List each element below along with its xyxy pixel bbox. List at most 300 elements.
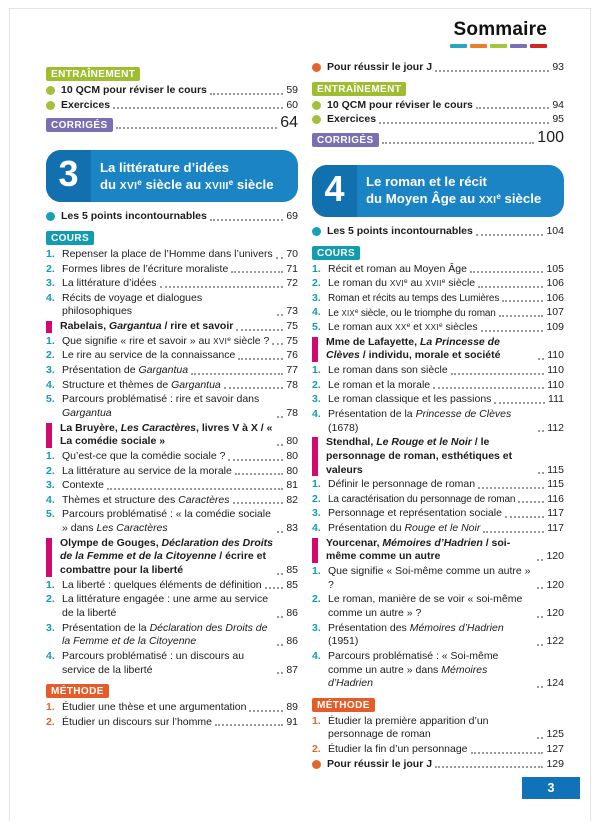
toc-entry [312, 622, 564, 649]
entry-label [62, 349, 235, 363]
entry-number: 1. [46, 701, 55, 714]
text-part: e [441, 277, 446, 285]
toc-entry [312, 263, 564, 277]
text-part: Caractères [178, 493, 230, 506]
page-number: 105 [546, 262, 564, 275]
page-number: 60 [286, 98, 298, 111]
page-number: 120 [546, 606, 564, 619]
page-number: 86 [286, 635, 298, 648]
page-number: 85 [286, 578, 298, 591]
bullet-dot-icon [46, 86, 55, 95]
toc-entry [46, 579, 298, 593]
text-part: XVIII [204, 180, 229, 192]
toc-columns [46, 60, 564, 772]
toc-entry [46, 210, 298, 224]
toc-entry [46, 393, 298, 420]
text-part: Présentation de la [62, 621, 150, 634]
dot-leader [481, 330, 544, 332]
page-number: 100 [537, 128, 564, 146]
toc-entry [46, 379, 298, 393]
entry-number: 2. [312, 277, 321, 290]
dot-leader [116, 127, 278, 129]
entry-number: 1. [312, 478, 321, 491]
page-number: 129 [546, 757, 564, 770]
entry-number: 4. [312, 407, 321, 420]
page-number: 64 [280, 114, 298, 132]
dot-leader [277, 644, 283, 646]
text-part: Le roman aux [328, 321, 396, 334]
entry-number: 3. [312, 621, 321, 634]
page-number-box [522, 777, 580, 799]
entry-body [61, 84, 298, 98]
page-number: 77 [286, 364, 298, 377]
entry-label [62, 277, 157, 291]
text-part: Parcours problématisé : un discours au service de la liberté [62, 649, 245, 676]
entry-label [62, 248, 273, 262]
dot-leader [471, 752, 544, 754]
entry-body [62, 479, 298, 493]
entry-body [326, 436, 564, 477]
entry-body [328, 715, 564, 742]
text-part: Parcours problématisé : « la comédie sociale » dans [62, 508, 271, 535]
entry-label [62, 393, 274, 420]
toc-entry [312, 493, 564, 507]
entry-body [62, 650, 298, 677]
text-part: / écrire et combattre pour la liberté [60, 550, 267, 577]
toc-entry [312, 507, 564, 521]
entry-label [62, 450, 225, 464]
badge-line-corriges [46, 114, 298, 132]
page-number: 115 [547, 478, 564, 491]
toc-entry [312, 743, 564, 757]
dot-leader [478, 286, 543, 288]
dot-leader [379, 122, 549, 124]
section-label [60, 320, 233, 334]
text-part: 10 QCM pour réviser le cours [61, 84, 207, 96]
dot-leader [537, 587, 543, 589]
page-number: 104 [546, 224, 564, 237]
page-number: 107 [546, 306, 564, 319]
entry-body [62, 263, 298, 277]
text-part: Le roman classique et les passions [328, 393, 492, 406]
page-number: 3 [547, 781, 555, 795]
toc-section-heading [312, 336, 564, 363]
text-part: Yourcenar, [326, 536, 383, 549]
bullet-dot-icon [46, 212, 55, 221]
entry-number: 1. [312, 364, 321, 377]
toc-entry [312, 364, 564, 378]
text-part: Formes libres de l’écriture moraliste [62, 262, 229, 275]
entry-label [328, 622, 534, 649]
text-part: 10 QCM pour réviser le cours [327, 98, 473, 111]
page-number: 110 [547, 378, 564, 391]
entry-body [61, 210, 298, 224]
entry-body [60, 422, 298, 449]
badge-row-cours [312, 243, 564, 261]
text-part: Étudier la fin d’un personnage [328, 743, 468, 756]
toc-entry [312, 408, 564, 435]
dot-leader [231, 271, 283, 273]
text-part: Déclaration des Droits de la Femme et de la Citoyenne [62, 621, 268, 648]
text-part: Le roman dans son siècle [328, 364, 448, 377]
badge-corriges: CORRIGÉS [312, 133, 379, 147]
dot-leader [277, 416, 283, 418]
entry-number: 2. [46, 349, 55, 362]
badge-entrainement: ENTRAÎNEMENT [46, 67, 140, 81]
text-part: Gargantua [109, 320, 162, 333]
text-part: au [407, 277, 426, 290]
entry-label [328, 650, 534, 691]
chapter-header-3 [46, 150, 298, 202]
dot-leader [224, 387, 284, 389]
dot-leader [277, 314, 283, 316]
toc-entry [46, 349, 298, 363]
text-part: Mme de Lafayette, [326, 335, 420, 348]
toc-entry [46, 335, 298, 349]
page-number: 78 [286, 406, 298, 419]
text-part: Étudier la première apparition d’un personnage de roman [328, 714, 489, 741]
dot-leader [382, 142, 535, 144]
entry-label [62, 716, 212, 730]
dot-leader [537, 644, 543, 646]
text-part: XVI [389, 279, 404, 289]
text-part: La littérature d’idées [100, 159, 229, 175]
entry-body [62, 335, 298, 349]
page-number: 109 [546, 321, 564, 334]
text-part: Présentation de [62, 364, 139, 377]
entry-body [62, 593, 298, 620]
page-number: 94 [552, 98, 564, 111]
entry-label [328, 307, 496, 320]
entry-body [62, 349, 298, 363]
page-title: Sommaire [453, 19, 547, 40]
text-part: Olympe de Gouges, [60, 536, 162, 549]
dot-leader [494, 402, 545, 404]
underline-dash [450, 44, 467, 48]
entry-body [328, 478, 564, 492]
toc-entry [46, 716, 298, 730]
dot-leader [277, 672, 283, 674]
text-part: siècle [500, 191, 542, 207]
toc-entry [46, 99, 298, 113]
page-number: 80 [286, 449, 298, 462]
text-part: / soi-même comme un autre [326, 536, 511, 563]
text-part: Parcours problématisé : « Soi-même comme un autre » dans [328, 649, 499, 676]
dot-leader [537, 686, 543, 688]
entry-body [62, 379, 298, 393]
text-part: Mémoires d’Hadrien [382, 536, 483, 549]
toc-section-heading [312, 537, 564, 564]
text-part: Gargantua [62, 406, 112, 419]
page-number: 120 [546, 578, 564, 591]
entry-body [328, 493, 564, 507]
toc-entry [312, 715, 564, 742]
text-part: Le rire au service de la connaissance [62, 349, 236, 362]
entry-number: 2. [46, 464, 55, 477]
entry-body [328, 650, 564, 691]
entry-number: 4. [312, 522, 321, 535]
dot-leader [272, 343, 283, 345]
chapter-header-4 [312, 165, 564, 217]
entry-label [61, 84, 207, 98]
dot-leader [277, 444, 283, 446]
dot-leader [433, 387, 544, 389]
entry-body [61, 99, 298, 113]
chapter-title-line [366, 173, 556, 190]
dot-leader [478, 487, 544, 489]
entry-body [328, 263, 564, 277]
text-part: e [438, 321, 443, 329]
entry-body [62, 277, 298, 291]
text-part: e [228, 177, 234, 187]
entry-body [60, 537, 298, 578]
page-number: 125 [546, 728, 564, 741]
page-number: 112 [547, 421, 564, 434]
text-part: Les 5 points incontournables [327, 224, 473, 237]
entry-number: 2. [46, 262, 55, 275]
entry-label [328, 364, 448, 378]
text-part: Le roman et la morale [328, 378, 431, 391]
text-part: Le [328, 308, 342, 320]
toc-entry [312, 61, 564, 75]
page-number: 117 [547, 507, 564, 520]
entry-label [62, 379, 221, 393]
page-number: 110 [547, 349, 564, 362]
entry-number: 1. [312, 565, 321, 578]
text-part: Rouge et le Noir [404, 522, 481, 535]
entry-number: 5. [46, 508, 55, 521]
text-part: XVI [119, 180, 138, 192]
page-number: 86 [286, 606, 298, 619]
entry-label [62, 701, 246, 715]
entry-label [62, 263, 228, 277]
text-part: e [403, 277, 408, 285]
section-marker-icon [312, 337, 318, 362]
badge-entrainement: ENTRAÎNEMENT [312, 82, 406, 96]
entry-body [328, 593, 564, 620]
dot-leader [228, 459, 283, 461]
dot-leader [502, 300, 543, 302]
underline-dash [530, 44, 547, 48]
entry-body [328, 393, 564, 407]
toc-entry [312, 478, 564, 492]
dot-leader [537, 737, 543, 739]
section-marker-icon [312, 538, 318, 563]
entry-body [62, 494, 298, 508]
toc-entry [312, 650, 564, 691]
text-part: / individu, morale et société [359, 349, 501, 362]
dot-leader [236, 329, 283, 331]
text-part: Les Caractères [96, 522, 168, 535]
entry-body [328, 743, 564, 757]
toc-entry [312, 565, 564, 592]
entry-number: 1. [46, 334, 55, 347]
page-number: 80 [286, 435, 298, 448]
page-number: 106 [546, 291, 564, 304]
dot-leader [277, 531, 283, 533]
text-part: La caractérisation du personnage de roman [328, 494, 516, 506]
text-part: La Bruyère, [60, 421, 121, 434]
dot-leader [537, 559, 543, 561]
page-number: 120 [546, 550, 564, 563]
dot-leader [518, 501, 544, 503]
dot-leader [470, 271, 544, 273]
toc-entry [46, 364, 298, 378]
entry-number: 3. [312, 507, 321, 520]
entry-body [62, 248, 298, 262]
toc-entry [312, 113, 564, 127]
text-part: Gargantua [138, 364, 189, 377]
toc-entry [312, 522, 564, 536]
entry-number: 3. [46, 277, 55, 290]
toc-entry [312, 225, 564, 239]
text-part: du Moyen Âge au [366, 191, 479, 207]
page-number: 78 [286, 378, 298, 391]
page-number: 116 [547, 492, 564, 505]
text-part: Mémoires d’Hadrien [328, 663, 488, 690]
entry-label [62, 508, 274, 535]
entry-body [328, 277, 564, 291]
entry-body [62, 292, 298, 319]
underline-dash [470, 44, 487, 48]
toc-entry [46, 622, 298, 649]
text-part: Récits de voyage et dialogues philosophiques [62, 291, 203, 318]
entry-body [328, 408, 564, 435]
entry-number: 3. [46, 479, 55, 492]
page-number: 89 [286, 701, 298, 714]
toc-entry [46, 593, 298, 620]
text-part: XVII [425, 279, 442, 289]
text-part: Repenser la place de l’Homme dans l’univers [62, 247, 273, 260]
toc-entry [312, 306, 564, 320]
dot-leader [238, 358, 283, 360]
entry-number: 1. [46, 578, 55, 591]
entry-body [60, 320, 298, 334]
page-number: 85 [286, 564, 298, 577]
toc-entry [312, 593, 564, 620]
badge-cours: COURS [46, 231, 94, 245]
dot-leader [538, 472, 544, 474]
entry-label [327, 113, 376, 127]
dot-leader [476, 234, 544, 236]
chapter-title-line [366, 190, 556, 207]
entry-number: 2. [46, 593, 55, 606]
entry-number: 2. [312, 378, 321, 391]
text-part: d’Hadrien [458, 621, 504, 634]
toc-entry [46, 450, 298, 464]
section-label [60, 422, 274, 449]
text-part: e [227, 335, 231, 343]
text-part: Structure et thèmes de [62, 378, 172, 391]
page-number: 115 [547, 463, 564, 476]
dot-leader [483, 531, 544, 533]
entry-number: 1. [312, 262, 321, 275]
entry-body [328, 364, 564, 378]
entry-label [62, 622, 274, 649]
entry-number: 1. [312, 714, 321, 727]
entry-label [327, 758, 432, 772]
toc-entry [312, 292, 564, 306]
text-part: e [496, 192, 501, 202]
toc-entry [46, 292, 298, 319]
dot-leader [113, 107, 283, 109]
bullet-dot-icon [312, 760, 321, 769]
toc-entry [312, 99, 564, 113]
entry-body [328, 565, 564, 592]
toc-entry [46, 277, 298, 291]
entry-label [328, 715, 534, 742]
page-header [450, 19, 547, 48]
page-number: 110 [547, 364, 564, 377]
toc-entry [46, 465, 298, 479]
entry-body [328, 507, 564, 521]
page-number: 71 [286, 262, 298, 275]
page-number: 111 [548, 393, 564, 406]
entry-number: 2. [312, 743, 321, 756]
toc-entry [312, 321, 564, 335]
entry-number: 5. [46, 393, 55, 406]
page-number: 127 [546, 743, 564, 756]
text-part: Récit et roman au Moyen Âge [328, 262, 467, 275]
entry-body [62, 579, 298, 593]
text-part: La littérature engagée : une arme au service de la liberté [62, 593, 269, 619]
entry-body [327, 225, 564, 239]
entry-label [328, 263, 467, 277]
chapter-number: 3 [46, 150, 91, 202]
text-part: Rabelais, [60, 320, 110, 333]
section-marker-icon [312, 437, 318, 476]
text-part: siècles [442, 321, 478, 334]
entry-number: 4. [46, 493, 55, 506]
entry-label [61, 210, 207, 224]
page-number: 124 [546, 677, 564, 690]
text-part: Définir le personnage de roman [328, 478, 476, 491]
entry-body [62, 450, 298, 464]
entry-label [328, 565, 534, 592]
text-part: XX [395, 323, 407, 333]
text-part: siècle [233, 176, 274, 192]
text-part: Princesse de Clèves [415, 407, 512, 420]
dot-leader [276, 257, 284, 259]
title-underline [450, 44, 547, 48]
page-number: 106 [546, 277, 564, 290]
entry-label [328, 292, 499, 305]
entry-label [62, 292, 274, 319]
entry-body [327, 99, 564, 113]
toc-section-heading [46, 320, 298, 334]
text-part: Les Caractères [120, 421, 197, 434]
bullet-dot-icon [312, 115, 321, 124]
dot-leader [233, 502, 284, 504]
text-part: XIX [341, 309, 355, 319]
page-number: 72 [286, 277, 298, 290]
text-part: Personnage et représentation sociale [328, 507, 502, 520]
badge-methode: MÉTHODE [46, 684, 109, 698]
text-part: Présentation du [328, 522, 405, 535]
entry-body [328, 321, 564, 335]
page-number: 73 [286, 305, 298, 318]
toc-entry [46, 263, 298, 277]
text-part: , livres V à X / « La comédie sociale » [60, 421, 273, 448]
entry-body [327, 113, 564, 127]
text-part: siècle ? [230, 334, 270, 347]
toc-entry [46, 494, 298, 508]
page-number: 81 [286, 479, 298, 492]
text-part: Roman et récits au temps des Lumières [328, 293, 500, 305]
text-part: Les 5 points incontournables [61, 210, 207, 223]
dot-leader [235, 473, 283, 475]
text-part: Gargantua [171, 378, 221, 391]
